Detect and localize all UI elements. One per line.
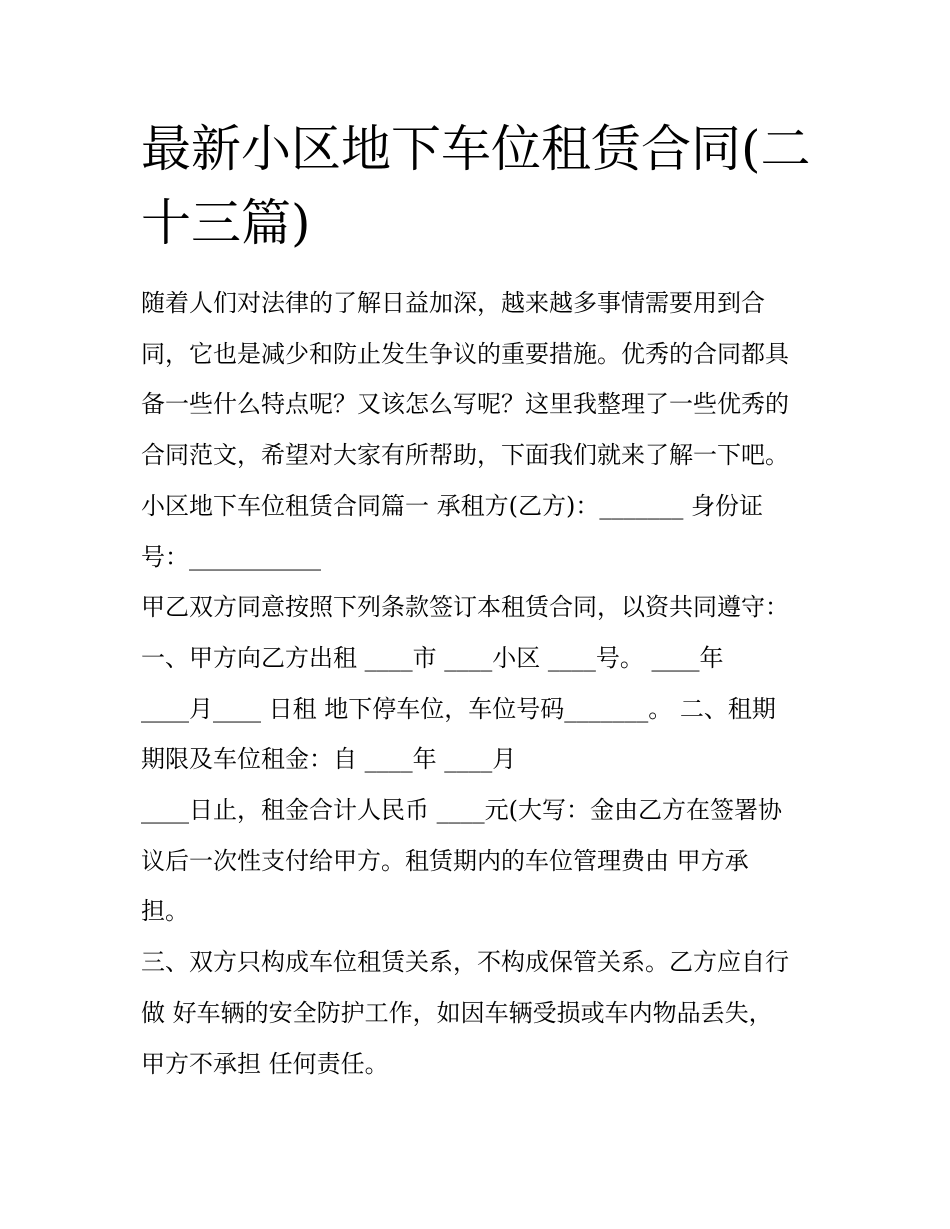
- document-body: [141, 278, 821, 1089]
- body-line: 小区地下车位租赁合同篇一 承租方(乙方)：_______ 身份证: [141, 491, 763, 520]
- body-line: 做 好车辆的安全防护工作，如因车辆受损或车内物品丢失，: [141, 998, 773, 1027]
- body-line: ____日止，租金合计人民币 ____元(大写：金由乙方在签署协: [141, 796, 782, 825]
- body-line: 三、双方只构成车位租赁关系，不构成保管关系。乙方应自行: [141, 948, 789, 977]
- body-line: 期限及车位租金：自 ____年 ____月: [141, 745, 517, 774]
- body-line: 随着人们对法律的了解日益加深，越来越多事情需要用到合: [141, 289, 765, 317]
- body-line: 议后一次性支付给甲方。租赁期内的车位管理费由 甲方承: [141, 846, 749, 875]
- title-line-1: 最新小区地下车位租赁合同(二: [141, 120, 811, 178]
- title-line-2: 十三篇): [141, 194, 311, 252]
- body-line: 一、甲方向乙方出租 ____市 ____小区 ____号。 ____年: [141, 643, 724, 672]
- body-line: 备一些什么特点呢？又该怎么写呢？这里我整理了一些优秀的: [141, 390, 789, 419]
- body-line: 甲乙双方同意按照下列条款签订本租赁合同，以资共同遵守：: [141, 593, 789, 622]
- body-line: ____月____ 日租 地下停车位，车位号码_______。 二、租期: [141, 694, 776, 723]
- body-line: 号：___________: [141, 542, 321, 571]
- body-line: 甲方不承担 任何责任。: [141, 1049, 389, 1078]
- body-line: 同，它也是减少和防止发生争议的重要措施。优秀的合同都具: [141, 339, 789, 368]
- body-line: 合同范文，希望对大家有所帮助，下面我们就来了解一下吧。: [141, 441, 789, 470]
- body-line: 担。: [141, 897, 189, 926]
- document-title: [141, 112, 821, 260]
